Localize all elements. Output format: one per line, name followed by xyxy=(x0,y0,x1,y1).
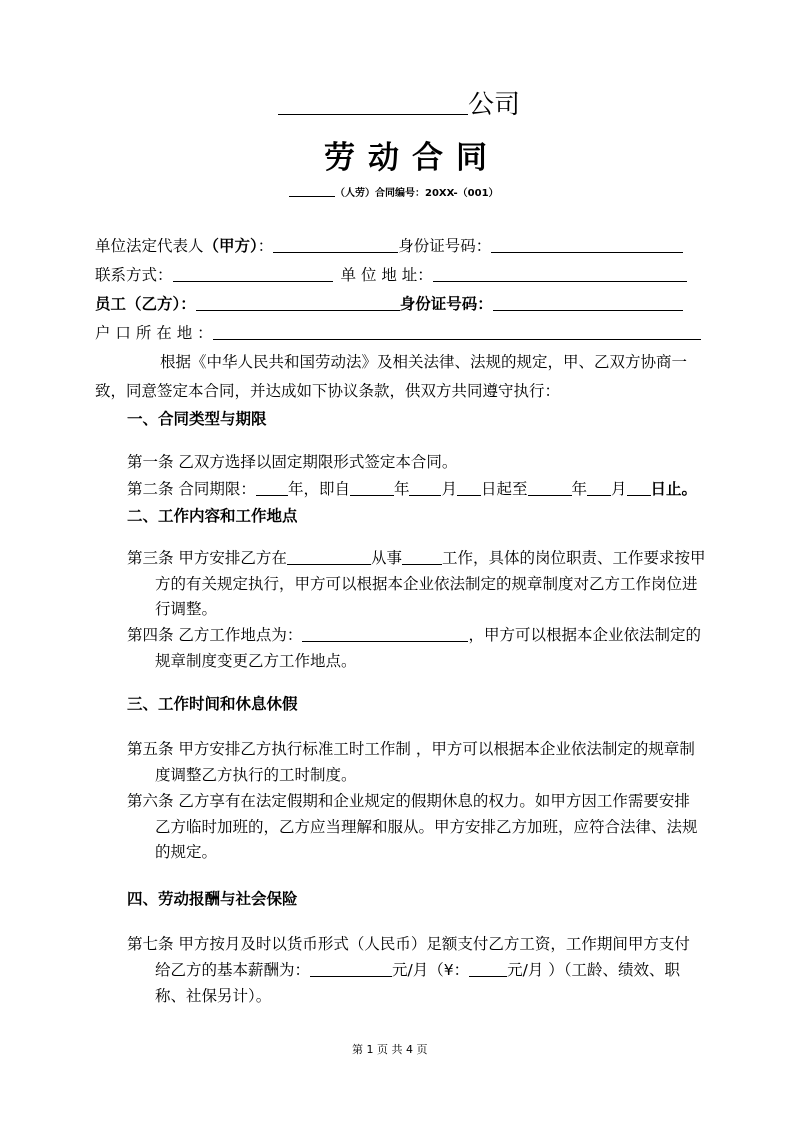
article-4-text: ，甲方可以根据本企业依法制定的 xyxy=(468,626,701,644)
start-day-field[interactable] xyxy=(457,480,481,497)
hukou-row xyxy=(95,320,701,346)
work-position-field[interactable] xyxy=(402,549,442,566)
section-1-heading: 一、合同类型与期限 xyxy=(127,410,267,428)
hukou-field[interactable] xyxy=(213,324,701,341)
start-month-field[interactable] xyxy=(409,480,441,497)
article-2-text: 日止。 xyxy=(650,480,698,498)
rep-colon: ： xyxy=(257,237,274,255)
start-year-field[interactable] xyxy=(350,480,394,497)
article-2-text: 年 xyxy=(393,480,410,498)
article-5-line-1: 第五条 甲方安排乙方执行标准工时工作制 ，甲方可以根据本企业依法制定的规章制 xyxy=(127,740,695,758)
employee-name-field[interactable] xyxy=(196,295,400,312)
article-2-text: 月 xyxy=(441,480,457,498)
article-5-line-2: 度调整乙方执行的工时制度。 xyxy=(155,766,357,784)
article-2-text: 日起至 xyxy=(480,480,528,498)
employee-label: 员工（乙方）： xyxy=(95,295,196,313)
article-1: 第一条 乙双方选择以固定期限形式签定本合同。 xyxy=(127,453,458,471)
article-3-text: 第三条 甲方安排乙方在 xyxy=(127,549,287,567)
contact-field[interactable] xyxy=(173,266,333,283)
article-3-line-2: 方的有关规定执行，甲方可以根据本企业依法制定的规章制度对乙方工作岗位进 xyxy=(155,575,698,593)
company-name-line xyxy=(278,84,520,121)
party-a-rep-row xyxy=(95,233,683,259)
article-3-line-1 xyxy=(127,545,705,571)
article-3-text: 从事 xyxy=(370,549,402,567)
section-3-heading: 三、工作时间和休息休假 xyxy=(127,695,298,713)
contract-prefix-blank[interactable] xyxy=(289,186,335,197)
article-3-text: 工作，具体的岗位职责、工作要求按甲 xyxy=(441,549,706,567)
article-7-text: 给乙方的基本薪酬为： xyxy=(155,961,311,979)
rep-name-field[interactable] xyxy=(273,237,398,254)
work-dept-field[interactable] xyxy=(287,549,371,566)
company-suffix: 公司 xyxy=(468,90,521,120)
page-number: 第 1 页 共 4 页 xyxy=(352,1043,428,1056)
article-4-line-1 xyxy=(127,622,701,648)
base-salary-field[interactable] xyxy=(310,961,392,978)
employee-id-label: 身份证号码： xyxy=(399,295,493,313)
end-day-field[interactable] xyxy=(627,480,651,497)
article-7-line-1: 第七条 甲方按月及时以货币形式（人民币）足额支付乙方工资，工作期间甲方支付 xyxy=(127,935,690,953)
work-location-field[interactable] xyxy=(302,626,468,643)
article-6-line-2: 乙方临时加班的，乙方应当理解和服从。甲方安排乙方加班，应符合法律、法规 xyxy=(155,818,698,836)
intro-line-2: 致，同意签定本合同，并达成如下协议条款，供双方共同遵守执行： xyxy=(95,382,561,400)
article-4-text: 第四条 乙方工作地点为： xyxy=(127,626,303,644)
employee-id-field[interactable] xyxy=(493,295,683,312)
article-6-line-1: 第六条 乙方享有在法定假期和企业规定的假期休息的权力。如甲方因工作需要安排 xyxy=(127,792,690,810)
article-6-line-3: 的规定。 xyxy=(155,843,218,861)
term-years-field[interactable] xyxy=(256,480,288,497)
rep-label-party: （甲方） xyxy=(203,237,258,255)
rep-id-field[interactable] xyxy=(491,237,683,254)
article-2 xyxy=(127,476,697,502)
employee-row xyxy=(95,291,683,317)
address-label: 单 位 地 址： xyxy=(340,266,433,284)
document-title: 劳动合同 xyxy=(324,140,500,176)
rep-id-label: 身份证号码： xyxy=(398,237,492,255)
article-4-line-2: 规章制度变更乙方工作地点。 xyxy=(155,652,357,670)
rep-label: 单位法定代表人 xyxy=(95,237,204,255)
section-4-heading: 四、劳动报酬与社会保险 xyxy=(127,890,298,908)
article-2-text: 月 xyxy=(611,480,627,498)
article-2-text: 年，即自 xyxy=(287,480,350,498)
article-7-text: 元/月 ）（工龄、绩效、职 xyxy=(507,961,681,979)
end-month-field[interactable] xyxy=(587,480,611,497)
article-7-line-2 xyxy=(155,957,680,983)
article-3-line-3: 行调整。 xyxy=(155,600,218,618)
article-2-label: 第二条 合同期限： xyxy=(127,480,256,498)
article-2-text: 年 xyxy=(571,480,588,498)
intro-line-1: 根据《中华人民共和国劳动法》及相关法律、法规的规定，甲、乙双方协商一 xyxy=(160,353,688,371)
end-year-field[interactable] xyxy=(528,480,572,497)
company-name-blank[interactable] xyxy=(278,90,468,115)
article-7-line-3: 称、社保另计）。 xyxy=(155,987,272,1005)
address-field[interactable] xyxy=(433,266,687,283)
contact-row xyxy=(95,262,687,288)
contract-number: （人劳）合同编号：20XX-（001） xyxy=(335,188,499,199)
base-salary-figure-field[interactable] xyxy=(469,961,507,978)
contact-label: 联系方式： xyxy=(95,266,173,284)
contract-number-line xyxy=(289,184,499,199)
section-2-heading: 二、工作内容和工作地点 xyxy=(127,507,298,525)
hukou-label: 户 口 所 在 地 ： xyxy=(95,324,213,342)
article-7-text: 元/月（¥： xyxy=(392,961,470,979)
